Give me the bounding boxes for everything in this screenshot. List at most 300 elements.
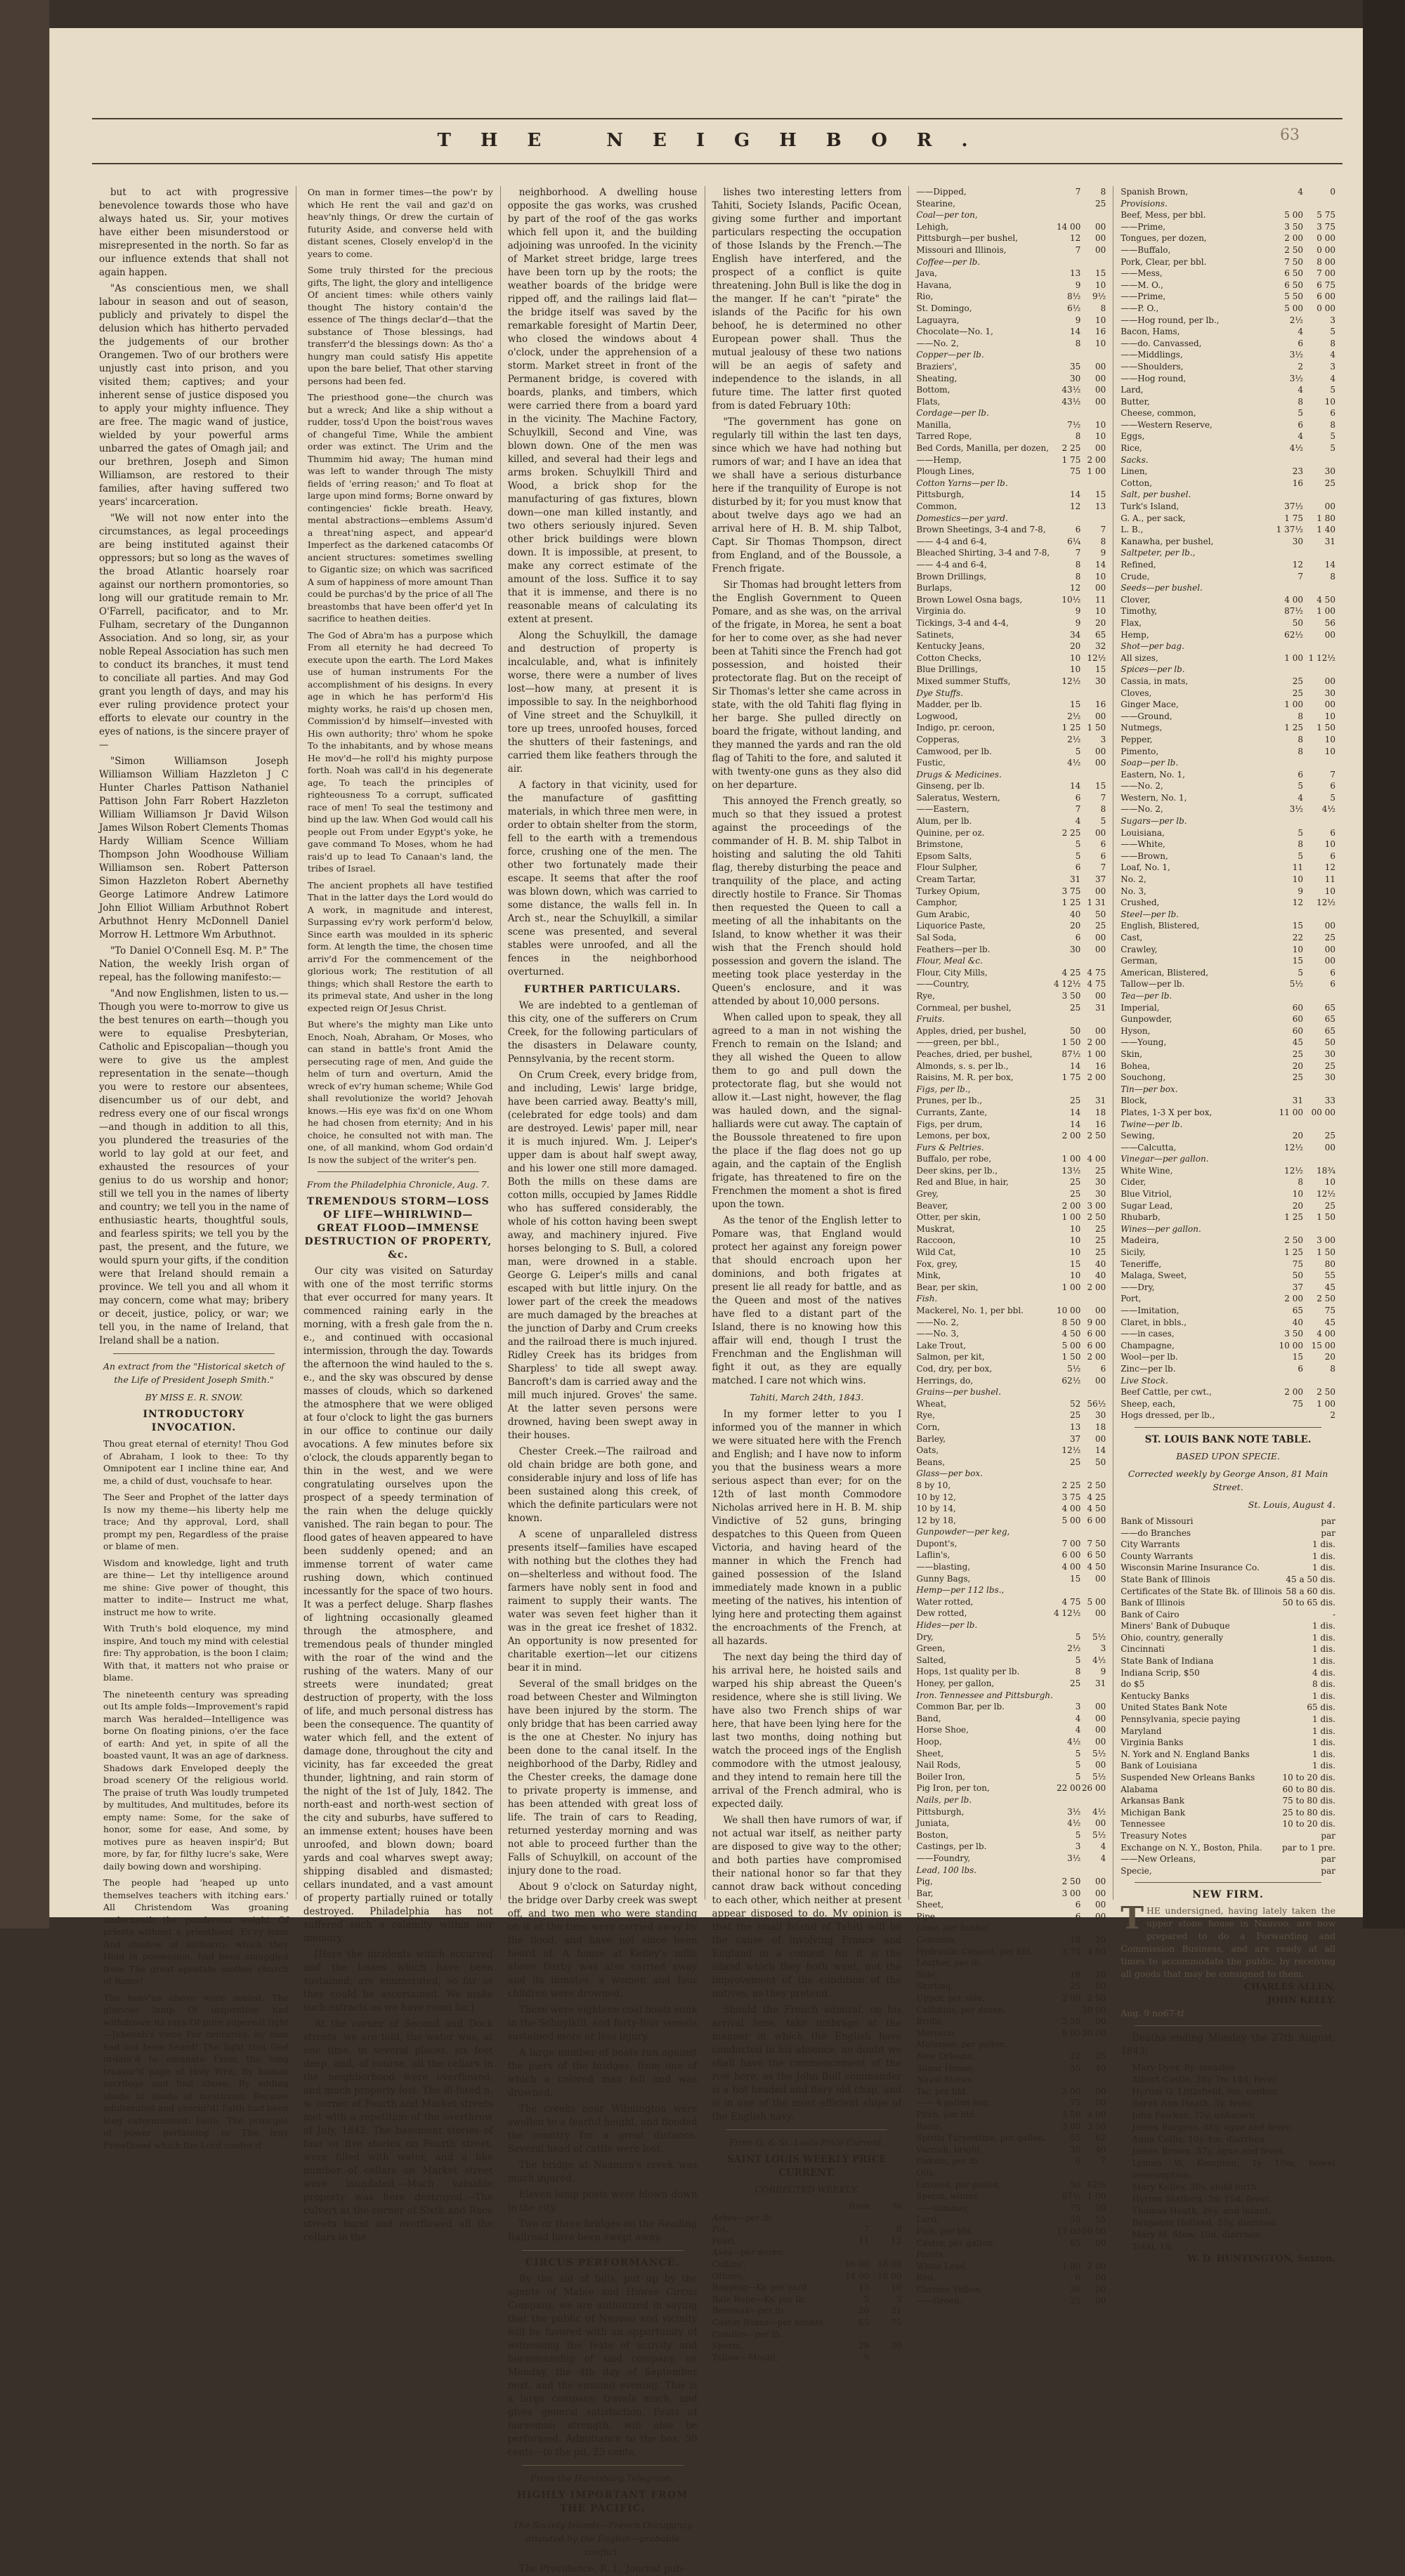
item-value: 12½	[1284, 1165, 1303, 1176]
item-label: Imperial,	[1120, 1002, 1160, 1013]
item-value	[1303, 1375, 1335, 1387]
item-label: Tin—per box.	[1120, 1084, 1178, 1094]
item-value: 14	[1070, 327, 1081, 337]
table-row	[916, 2028, 1106, 2039]
item-label: Turkey Opium,	[916, 886, 981, 896]
item-value: 3 75	[1061, 886, 1081, 896]
item-value: 12	[1070, 501, 1081, 512]
item-value: 6	[1075, 2156, 1081, 2167]
item-label: 12 by 18,	[916, 1515, 956, 1525]
table-row	[1120, 1259, 1335, 1270]
item-value: 1 dis.	[1312, 1690, 1335, 1701]
table-row	[916, 1759, 1106, 1771]
item-value: 14	[1070, 1107, 1081, 1117]
table-row	[916, 1421, 1106, 1433]
item-value: 6	[1298, 338, 1303, 348]
item-value: 7	[1075, 244, 1081, 255]
item-label: Laguayra,	[916, 315, 960, 325]
bank-table	[1120, 1516, 1335, 1877]
item-value	[1080, 1584, 1106, 1596]
item-label: Cider,	[1120, 1177, 1146, 1188]
item-label: G. A., per sack,	[1120, 513, 1186, 523]
table-row	[1120, 1795, 1335, 1807]
item-label: Cincinnati	[1120, 1644, 1165, 1655]
item-value: 00	[1094, 1760, 1106, 1770]
item-value	[1080, 1084, 1106, 1096]
item-value: 12½	[1061, 1445, 1081, 1456]
item-value: 1 25	[1284, 1247, 1303, 1258]
item-value	[1303, 198, 1335, 210]
item-value	[1053, 1084, 1080, 1096]
table-row	[1120, 478, 1335, 489]
item-label: Hemp—per 112 lbs.,	[916, 1585, 1005, 1596]
table-row	[1120, 1784, 1335, 1796]
table-row	[1120, 373, 1335, 385]
item-value: 3 00	[1061, 2086, 1081, 2096]
table-row	[916, 1188, 1106, 1200]
item-value: 13½	[1061, 1165, 1081, 1176]
item-value: 10	[1292, 1189, 1303, 1200]
table-row	[916, 1037, 1106, 1049]
item-label: Lead, 100 lbs.	[916, 1865, 977, 1875]
table-row	[1120, 769, 1335, 781]
item-value: 00	[1094, 443, 1106, 454]
item-label: Sacks.	[1120, 454, 1149, 465]
item-value: 00	[1094, 233, 1106, 244]
item-value: 1 00	[1087, 2191, 1106, 2202]
table-row	[916, 1386, 1106, 1398]
item-value: 65	[1094, 629, 1106, 640]
table-row	[916, 1806, 1106, 1818]
item-value: 75	[1070, 466, 1081, 477]
item-value: 10	[1324, 734, 1335, 744]
item-value: 1 40	[1316, 525, 1335, 535]
item-value: 87½	[1284, 606, 1303, 617]
advert-date: Aug. 9 no67-tf	[1120, 2008, 1184, 2019]
item-value: 2 50	[1061, 2016, 1081, 2027]
table-row	[1120, 1667, 1335, 1679]
item-label: Red and Blue, in hair,	[916, 1177, 1009, 1188]
item-label: Figs, per lb.,	[916, 1084, 971, 1094]
table-row	[916, 1282, 1106, 1294]
item-value: 2 00	[1061, 1200, 1081, 1211]
table-row	[916, 1818, 1106, 1829]
item-label: Deer skins, per lb.,	[916, 1165, 998, 1176]
item-label: Flour, Meal &c.	[916, 956, 983, 966]
item-label: Virginia Banks	[1120, 1737, 1184, 1748]
item-value: 40	[1070, 909, 1081, 919]
table-row	[916, 1398, 1106, 1410]
item-label: Kanawha, per bushel,	[1120, 536, 1214, 546]
item-label: Bridle,	[916, 2016, 946, 2027]
item-label: Clover,	[1120, 594, 1151, 605]
item-value: 25	[1094, 2051, 1106, 2061]
table-row	[916, 1922, 1106, 1934]
item-value: 16	[1094, 699, 1106, 710]
item-label: Cod, dry, per box,	[916, 1363, 993, 1374]
item-label: ——Prime,	[1120, 291, 1166, 302]
price-table-header	[712, 2200, 902, 2212]
table-row	[916, 978, 1106, 990]
item-label: Crawley,	[1120, 944, 1158, 954]
item-label: Cotton Checks,	[916, 652, 982, 663]
item-label: Green,	[916, 1643, 946, 1654]
table-row	[916, 1480, 1106, 1492]
table-row	[916, 1375, 1106, 1387]
item-label: Bank of Louisiana	[1120, 1761, 1198, 1771]
item-label: Shot—per bag.	[1120, 641, 1184, 652]
item-value: 10½	[1061, 594, 1081, 605]
item-value: 20	[1292, 1060, 1303, 1071]
table-row	[916, 1549, 1106, 1561]
table-row	[1120, 582, 1335, 594]
item-value: 8	[1298, 734, 1303, 744]
item-value: 20	[1094, 617, 1106, 628]
item-value: 12	[891, 2235, 902, 2246]
item-label: Eastern, No. 1,	[1120, 769, 1185, 780]
item-value: 15	[1094, 664, 1106, 675]
item-label: Lehigh,	[916, 221, 949, 232]
table-row	[1120, 232, 1335, 244]
item-label: Live Stock.	[1120, 1375, 1168, 1386]
paragraph: About 9 o'clock on Saturday night, the bridge over Darby creek was swept off, and two men who were standing on it at the time were carried away by the flood, and have not since been heard of. A house at Kelley's mills above Darby was also carried away and its inmates, a women and four children were drowned.	[507, 1881, 698, 1999]
item-label: Red,	[916, 2273, 936, 2283]
item-label: Miners' Bank of Dubuque	[1120, 1621, 1230, 1631]
item-value: 4 00	[1087, 1154, 1106, 1164]
item-value: 31	[1324, 536, 1335, 546]
source-credit: From G. & St. Louis Price Current.	[728, 2137, 885, 2148]
item-value: 12½	[1087, 652, 1106, 663]
item-label: ——Dipped,	[916, 187, 967, 197]
item-value: 7	[1075, 548, 1081, 558]
table-row	[916, 1957, 1106, 1969]
item-label: Flour Sulpher,	[916, 862, 978, 873]
item-value: 25	[1324, 1200, 1335, 1211]
item-value	[1080, 2074, 1106, 2086]
table-row	[916, 501, 1106, 513]
item-value: 8	[1330, 1363, 1335, 1374]
article-headline: HIGHLY IMPORTANT FROM THE PACIFIC.	[516, 2490, 688, 2514]
item-label: Coal—per ton,	[916, 210, 978, 221]
item-value: 3 50	[1061, 2109, 1081, 2120]
item-value: 8	[1075, 1667, 1081, 1677]
item-value: 00	[1094, 990, 1106, 1001]
item-value: 00	[1324, 1142, 1335, 1152]
item-value: 2 25	[1061, 827, 1081, 838]
table-row	[916, 1492, 1106, 1504]
item-value: 30 00	[1081, 2004, 1106, 2015]
item-value	[1080, 688, 1106, 699]
item-value	[1080, 2249, 1106, 2261]
price-rows	[916, 186, 1106, 2307]
item-value: 3 50	[1087, 2121, 1106, 2131]
item-label: Buffalo, per robe,	[916, 1154, 992, 1164]
item-value: 25	[1324, 1060, 1335, 1071]
table-row	[916, 1631, 1106, 1643]
item-label: Burlaps,	[916, 583, 953, 593]
item-value	[1080, 1293, 1106, 1305]
item-label: Bank of Cairo	[1120, 1609, 1179, 1619]
table-row	[916, 1666, 1106, 1678]
source-credit: From the Philadelphia Chronicle, Aug. 7.	[306, 1179, 490, 1190]
item-value: 00	[1324, 944, 1335, 954]
poem-stanza: Thou great eternal of eternity! Thou God of Abraham, I look to thee: To thy Omnipotent ear I incline thine ear, And me, a child of dust, vouchsafe to hear.	[103, 1438, 289, 1486]
item-value: 43½	[1061, 385, 1081, 395]
item-value: 11 00	[1279, 1107, 1303, 1117]
table-row	[712, 2259, 902, 2271]
item-value: 4 50	[1061, 1329, 1081, 1339]
paragraph: On Crum Creek, every bridge from, and including, Lewis' large bridge, have been carried away. Beatty's mill, (celebrated for edge tools) and dam are destroyed. Lewis' paper mill, near it is much injured. Wm. J. Leiper's upper dam is about half swept away, and his lower one still more damaged. Both the mills on these dams are cotton mills, occupied by James Riddle who has suffered considerably, the whole of his cotton having been swept away, and machinery injured. Five horses belonging to S. Bull, a colored man, were drowned in a stable. George G. Leiper's mills and canal escaped with but little injury. On the lower part of the creek the meadows are much damaged by the breaches at the junction of Darby and Crum creeks and the railroad there is much injured. Ridley Creek has its bridges from Sharpless' to tide all swept away. Bancroft's dam is carried away and the mill much injured. Groves' the same. At the latter seven persons were drowned, having been swept away in their houses.	[507, 1070, 698, 1441]
item-value	[1053, 2039, 1080, 2051]
item-value: 18	[1094, 1107, 1106, 1117]
extract-author: BY MISS E. R. SNOW.	[145, 1392, 243, 1402]
item-value: 21	[891, 2306, 902, 2316]
item-value: 4 dis.	[1312, 1667, 1335, 1678]
table-row	[1120, 571, 1335, 583]
table-row	[916, 547, 1106, 559]
item-value	[1303, 1153, 1335, 1165]
item-label: Mackerel, No. 1, per bbl.	[916, 1306, 1024, 1315]
item-value: 5	[1075, 1829, 1081, 1840]
item-value: 1 dis.	[1312, 1761, 1335, 1771]
item-value: 7	[1075, 804, 1081, 815]
item-label: ——Mess,	[1120, 268, 1163, 279]
item-value: 00	[1094, 2284, 1106, 2294]
item-label: Calfskins, per dozen,	[916, 2004, 1006, 2015]
item-label: Claret, in bbls.,	[1120, 1317, 1187, 1327]
item-value	[1271, 547, 1303, 559]
item-label: ——Green,	[916, 2296, 962, 2306]
table-row	[916, 2109, 1106, 2121]
table-row	[916, 2074, 1106, 2086]
item-value: 4	[1075, 1713, 1081, 1723]
table-row	[916, 1223, 1106, 1235]
column-2	[296, 186, 501, 2243]
table-row	[916, 1876, 1106, 1888]
item-value	[1080, 256, 1106, 268]
item-value: 1 dis.	[1312, 1737, 1335, 1748]
table-row	[916, 2063, 1106, 2075]
item-value: 25	[1070, 1002, 1081, 1013]
item-value: 1 00	[1087, 466, 1106, 477]
item-value: 7 00	[1316, 268, 1335, 279]
item-label: Bed Cords, Manilla, per dozen,	[916, 443, 1050, 454]
table-row	[1120, 1142, 1335, 1154]
item-label: Brimstone,	[916, 839, 963, 850]
item-value: 5	[1075, 1760, 1081, 1770]
item-value	[1053, 349, 1080, 361]
item-value	[1080, 1386, 1106, 1398]
item-label: Sheet,	[916, 1900, 944, 1910]
item-label: ——Prime,	[1120, 221, 1166, 232]
item-label: Castings, per lb.	[916, 1841, 987, 1852]
table-row	[1120, 361, 1335, 373]
item-label: Spanish Brown,	[1120, 187, 1189, 197]
table-row	[916, 384, 1106, 396]
table-row	[1120, 978, 1335, 990]
table-row	[1120, 1130, 1335, 1142]
table-row	[1120, 1165, 1335, 1177]
table-row	[916, 2051, 1106, 2063]
item-value: 7	[1075, 187, 1081, 197]
item-value	[1271, 454, 1303, 466]
item-value: 45	[1292, 1037, 1303, 1048]
book-binding	[0, 0, 49, 1928]
item-value	[1053, 1526, 1080, 1538]
item-value: 1 00	[1087, 1049, 1106, 1059]
item-value: 25	[1292, 676, 1303, 686]
item-value: 15	[1070, 1573, 1081, 1584]
column-header: from	[849, 2201, 870, 2211]
item-value: 45	[1324, 1317, 1335, 1327]
item-value	[1053, 478, 1080, 489]
item-label: Salmon, per kit,	[916, 1352, 985, 1362]
item-value: 00	[1094, 221, 1106, 232]
table-row	[1120, 303, 1335, 315]
item-value	[1271, 1223, 1303, 1235]
item-value: 4	[1075, 816, 1081, 827]
item-label: No. 2,	[1120, 874, 1146, 885]
item-value: 5 50	[1284, 291, 1303, 302]
item-value: 4½	[1289, 443, 1303, 454]
advert-signature: JOHN KELLY.	[1267, 1995, 1335, 2006]
item-label: Logwood,	[916, 711, 958, 721]
item-value: 15	[1070, 699, 1081, 710]
table-row	[1120, 1574, 1335, 1586]
item-label: Boston,	[916, 1829, 949, 1840]
item-value: 25	[1292, 1049, 1303, 1059]
price-table	[916, 186, 1106, 2307]
item-label: Refined,	[1120, 560, 1156, 570]
item-value: 0 00	[1316, 244, 1335, 255]
item-value: 25	[1094, 1223, 1106, 1234]
item-value: 8	[1100, 536, 1106, 546]
item-value: 5	[1075, 1631, 1081, 1642]
item-value	[1053, 1957, 1080, 1969]
item-value: 25	[1292, 688, 1303, 698]
item-value: 14	[1070, 489, 1081, 500]
item-label: Pork, Clear, per bbl.	[1120, 256, 1207, 267]
item-label: Treasury Notes	[1120, 1830, 1187, 1841]
table-row	[1120, 944, 1335, 956]
item-label: Apples, dried, per bushel,	[916, 1025, 1027, 1036]
item-value: 1 12½	[1308, 652, 1335, 663]
item-value: 10	[1070, 1247, 1081, 1258]
item-value	[1053, 688, 1080, 699]
item-value: 65	[858, 2317, 870, 2327]
item-label: Spices—per lb.	[1120, 664, 1185, 675]
table-row	[916, 1200, 1106, 1212]
item-label: ——New Orleans,	[1120, 1854, 1196, 1865]
item-label: Oils.	[916, 2167, 936, 2178]
table-row	[916, 315, 1106, 327]
item-label: Lard,	[1120, 385, 1144, 395]
poem-stanza: The people had 'heaped up unto themselves teachers with itching ears.' All Christendom Was groaning underneath the ponderous weight Of priests without a priesthood. Ev'ry form And shadow of authority, which they Held in possession, had been smuggled from The great apostate mother church of Rome!	[103, 1877, 289, 1986]
item-value: 14	[1094, 560, 1106, 570]
item-label: Grey,	[916, 1189, 939, 1200]
item-value: 12½	[1316, 898, 1335, 908]
item-label: Varnish, bright,	[916, 2144, 984, 2155]
death-entry: Anna Collis, 10y 4m, diarrhea.	[1132, 2134, 1268, 2145]
item-value: 9	[863, 2352, 870, 2363]
item-value	[869, 2247, 901, 2259]
table-row	[1120, 1714, 1335, 1726]
table-row	[916, 1643, 1106, 1655]
divider	[113, 1353, 275, 1354]
item-value	[1303, 582, 1335, 594]
item-value: 10 to 20 dis.	[1282, 1819, 1335, 1829]
item-label: Mixed summer Stuffs,	[916, 676, 1011, 686]
divider	[522, 2250, 684, 2251]
item-value: 2½	[1067, 1643, 1081, 1654]
item-label: ——No. 2,	[1120, 781, 1163, 791]
item-value: par	[1321, 1516, 1335, 1526]
item-value: 3 75	[1061, 1492, 1081, 1502]
item-value: 5½	[1092, 1631, 1106, 1642]
item-label: Dew rotted,	[916, 1608, 967, 1619]
item-value: 60	[1292, 1014, 1303, 1025]
item-label: Western, No. 1,	[1120, 792, 1187, 803]
item-label: Vinegar—per gallon.	[1120, 1154, 1209, 1164]
item-value: 2½	[1067, 734, 1081, 744]
item-value: 2 50	[1316, 1387, 1335, 1398]
item-label: ——Western Reserve,	[1120, 419, 1213, 430]
table-row	[916, 1351, 1106, 1363]
table-row	[916, 676, 1106, 688]
table-row	[916, 652, 1106, 664]
table-row	[916, 664, 1106, 676]
item-value: 5 75	[1316, 210, 1335, 221]
item-value	[1271, 909, 1303, 921]
column-4	[705, 186, 910, 2363]
item-label: ——Ground,	[1120, 711, 1172, 721]
table-row	[916, 2261, 1106, 2273]
item-value: 2 50	[1061, 1877, 1081, 1887]
item-value: 11	[858, 2235, 870, 2246]
table-row	[916, 2179, 1106, 2191]
table-row	[1120, 688, 1335, 699]
item-value: 62½	[1284, 629, 1303, 640]
item-label: Bear, per skin,	[916, 1282, 979, 1292]
item-value: 14	[1070, 1060, 1081, 1071]
table-row	[1120, 536, 1335, 548]
item-value: 28	[858, 2341, 870, 2351]
item-value: 3	[1100, 1643, 1106, 1654]
table-row	[1120, 1328, 1335, 1340]
item-label: ——Young,	[1120, 1037, 1167, 1048]
deaths-list	[1120, 2061, 1335, 2252]
table-row	[1120, 1690, 1335, 1702]
item-value: 00	[1094, 2086, 1106, 2096]
item-label: Block,	[1120, 1096, 1147, 1106]
item-value: 7 50	[1087, 1538, 1106, 1549]
item-value: 4 50	[1316, 594, 1335, 605]
item-value	[1080, 1142, 1106, 1154]
item-value: 50	[1094, 909, 1106, 919]
item-value	[837, 2212, 869, 2224]
table-row	[916, 1526, 1106, 1538]
table-row	[1120, 1737, 1335, 1749]
item-label: Chocolate—No. 1,	[916, 327, 993, 337]
item-value: 6	[1330, 967, 1335, 978]
paragraph: "We will not now enter into the circumstances, as legal proceedings are being instituted against their oppressors; but so long as the waves of the broad Atlantic hoarsely roar against our northern promontories, so long will our gratitude remain to Mr. O'Farrell, pacificator, and to Mr. Fulham, secretary of the Dungannon Association. And so long, sir, as your noble Repeal Association has such men to conduct its branches, it must tend to conciliate all parties. And may God grant you length of days, and may his ever ruling providence protect your efforts to elevate our country in the eyes of nations, is the sincere prayer of—	[99, 513, 289, 751]
item-value: 10	[1324, 396, 1335, 407]
item-value: 1 25	[1284, 1212, 1303, 1223]
item-value: 00	[1094, 1736, 1106, 1747]
item-label: Quinine, per oz.	[916, 827, 985, 838]
item-value: 5	[896, 2294, 902, 2304]
item-value	[1080, 1865, 1106, 1877]
